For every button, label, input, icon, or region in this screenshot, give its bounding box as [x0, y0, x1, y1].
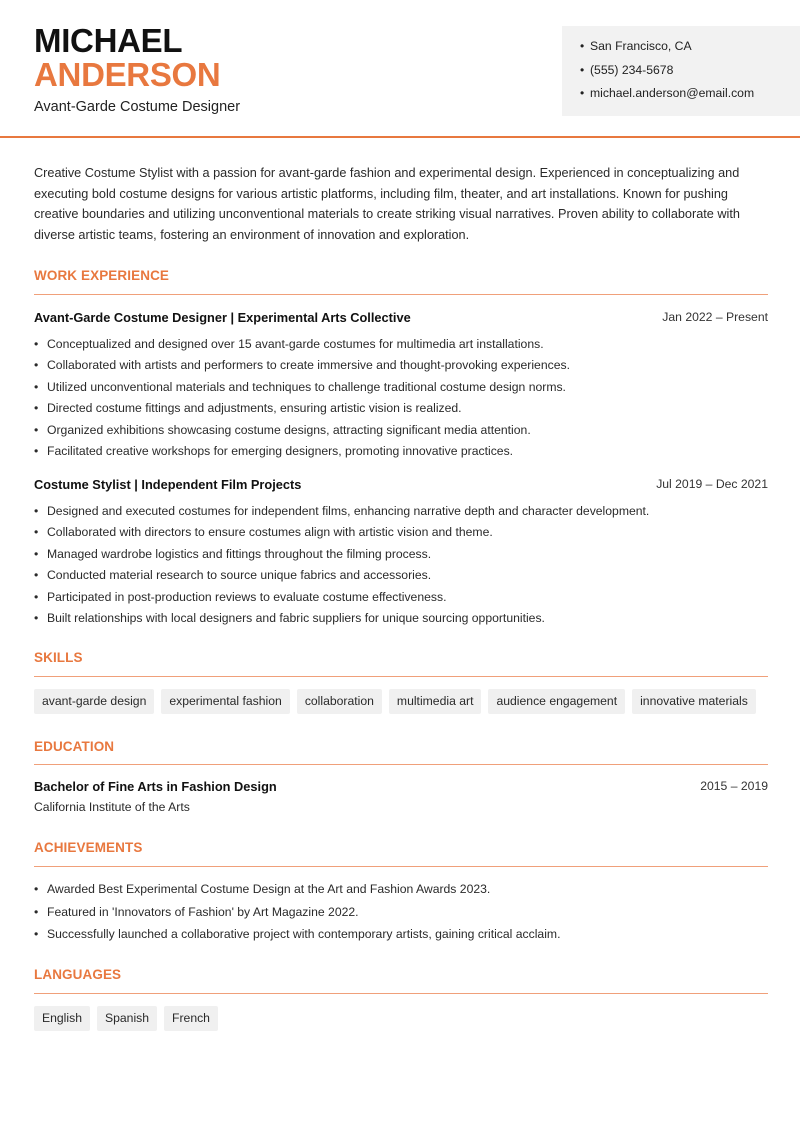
skill-tag: innovative materials	[632, 689, 756, 714]
contact-location	[580, 36, 800, 60]
list-item: • Built relationships with local designers and fabric suppliers for unique sourcing opportunities.	[34, 610, 768, 631]
job-header	[34, 310, 768, 325]
list-item: • Featured in 'Innovators of Fashion' by Art Magazine 2022.	[34, 904, 768, 927]
contact-location-text: San Francisco, CA	[590, 39, 692, 53]
list-item: • Awarded Best Experimental Costume Design at the Art and Fashion Awards 2023.	[34, 881, 768, 904]
section-divider	[34, 993, 768, 994]
list-item: • Conceptualized and designed over 15 avant-garde costumes for multimedia art installations.	[34, 336, 768, 357]
section-title-achievements: ACHIEVEMENTS	[34, 840, 143, 855]
contact-email	[580, 83, 800, 107]
section-title-education: EDUCATION	[34, 739, 115, 754]
list-item: • Conducted material research to source unique fabrics and accessories.	[34, 567, 768, 588]
job-header	[34, 477, 768, 492]
skill-tag: avant-garde design	[34, 689, 154, 714]
job-role: Avant-Garde Costume Designer | Experimental Arts Collective	[34, 310, 411, 325]
education-dates: 2015 – 2019	[700, 779, 768, 793]
bullet-icon: •	[580, 62, 585, 77]
list-item: • Directed costume fittings and adjustments, ensuring artistic vision is realized.	[34, 400, 768, 421]
list-item: • Facilitated creative workshops for emerging designers, promoting innovative practices.	[34, 443, 768, 464]
language-tags	[34, 1006, 218, 1031]
institution: California Institute of the Arts	[34, 800, 190, 814]
last-name: ANDERSON	[34, 56, 221, 93]
section-divider	[34, 764, 768, 765]
resume-header	[0, 0, 800, 138]
skill-tag: collaboration	[297, 689, 382, 714]
language-tag: Spanish	[97, 1006, 157, 1031]
section-title-languages: LANGUAGES	[34, 967, 122, 982]
degree: Bachelor of Fine Arts in Fashion Design	[34, 779, 277, 794]
job-dates: Jul 2019 – Dec 2021	[656, 477, 768, 491]
section-title-work-experience: WORK EXPERIENCE	[34, 268, 170, 283]
list-item: • Designed and executed costumes for independent films, enhancing narrative depth and character development.	[34, 503, 768, 524]
achievements-list	[34, 881, 768, 949]
language-tag: English	[34, 1006, 90, 1031]
section-divider	[34, 866, 768, 867]
list-item: • Organized exhibitions showcasing costume designs, attracting significant media attention.	[34, 422, 768, 443]
bullet-icon: •	[580, 39, 585, 53]
education-header	[34, 779, 768, 794]
job-dates: Jan 2022 – Present	[662, 310, 768, 324]
list-item: • Collaborated with directors to ensure costumes align with artistic vision and theme.	[34, 524, 768, 545]
contact-phone	[580, 60, 800, 84]
job-title: Avant-Garde Costume Designer	[34, 99, 241, 115]
bullet-icon: •	[580, 86, 585, 100]
list-item: • Collaborated with artists and performers to create immersive and thought-provoking experiences.	[34, 357, 768, 378]
summary: Creative Costume Stylist with a passion for avant-garde fashion and experimental design. Experienced in conceptualizing and executing bold costume designs for various artistic platforms, including film, theater, and art installations. Known for pushing creative boundaries and utilizing unconventional materials to create striking visual narratives. Proven ability to collaborate with diverse artistic teams, fostering an environment of innovation and exploration.	[34, 166, 740, 242]
first-name: MICHAEL	[34, 22, 183, 59]
skill-tag: audience engagement	[488, 689, 625, 714]
job-role: Costume Stylist | Independent Film Projects	[34, 477, 302, 492]
skill-tag: multimedia art	[389, 689, 482, 714]
section-divider	[34, 294, 768, 295]
section-divider	[34, 676, 768, 677]
job-bullets	[34, 336, 768, 464]
contact-phone-text: (555) 234-5678	[590, 62, 674, 77]
skill-tag: experimental fashion	[161, 689, 289, 714]
list-item: • Utilized unconventional materials and techniques to challenge traditional costume design norms.	[34, 379, 768, 400]
section-title-skills: SKILLS	[34, 650, 83, 665]
list-item: • Participated in post-production reviews to evaluate costume effectiveness.	[34, 589, 768, 610]
contact-box	[562, 26, 800, 116]
language-tag: French	[164, 1006, 218, 1031]
contact-email-text[interactable]: michael.anderson@email.com	[590, 86, 755, 100]
list-item: • Successfully launched a collaborative project with contemporary artists, gaining critical acclaim.	[34, 926, 768, 949]
list-item: • Managed wardrobe logistics and fittings throughout the filming process.	[34, 546, 768, 567]
job-bullets	[34, 503, 768, 631]
skills-tags	[34, 689, 756, 714]
